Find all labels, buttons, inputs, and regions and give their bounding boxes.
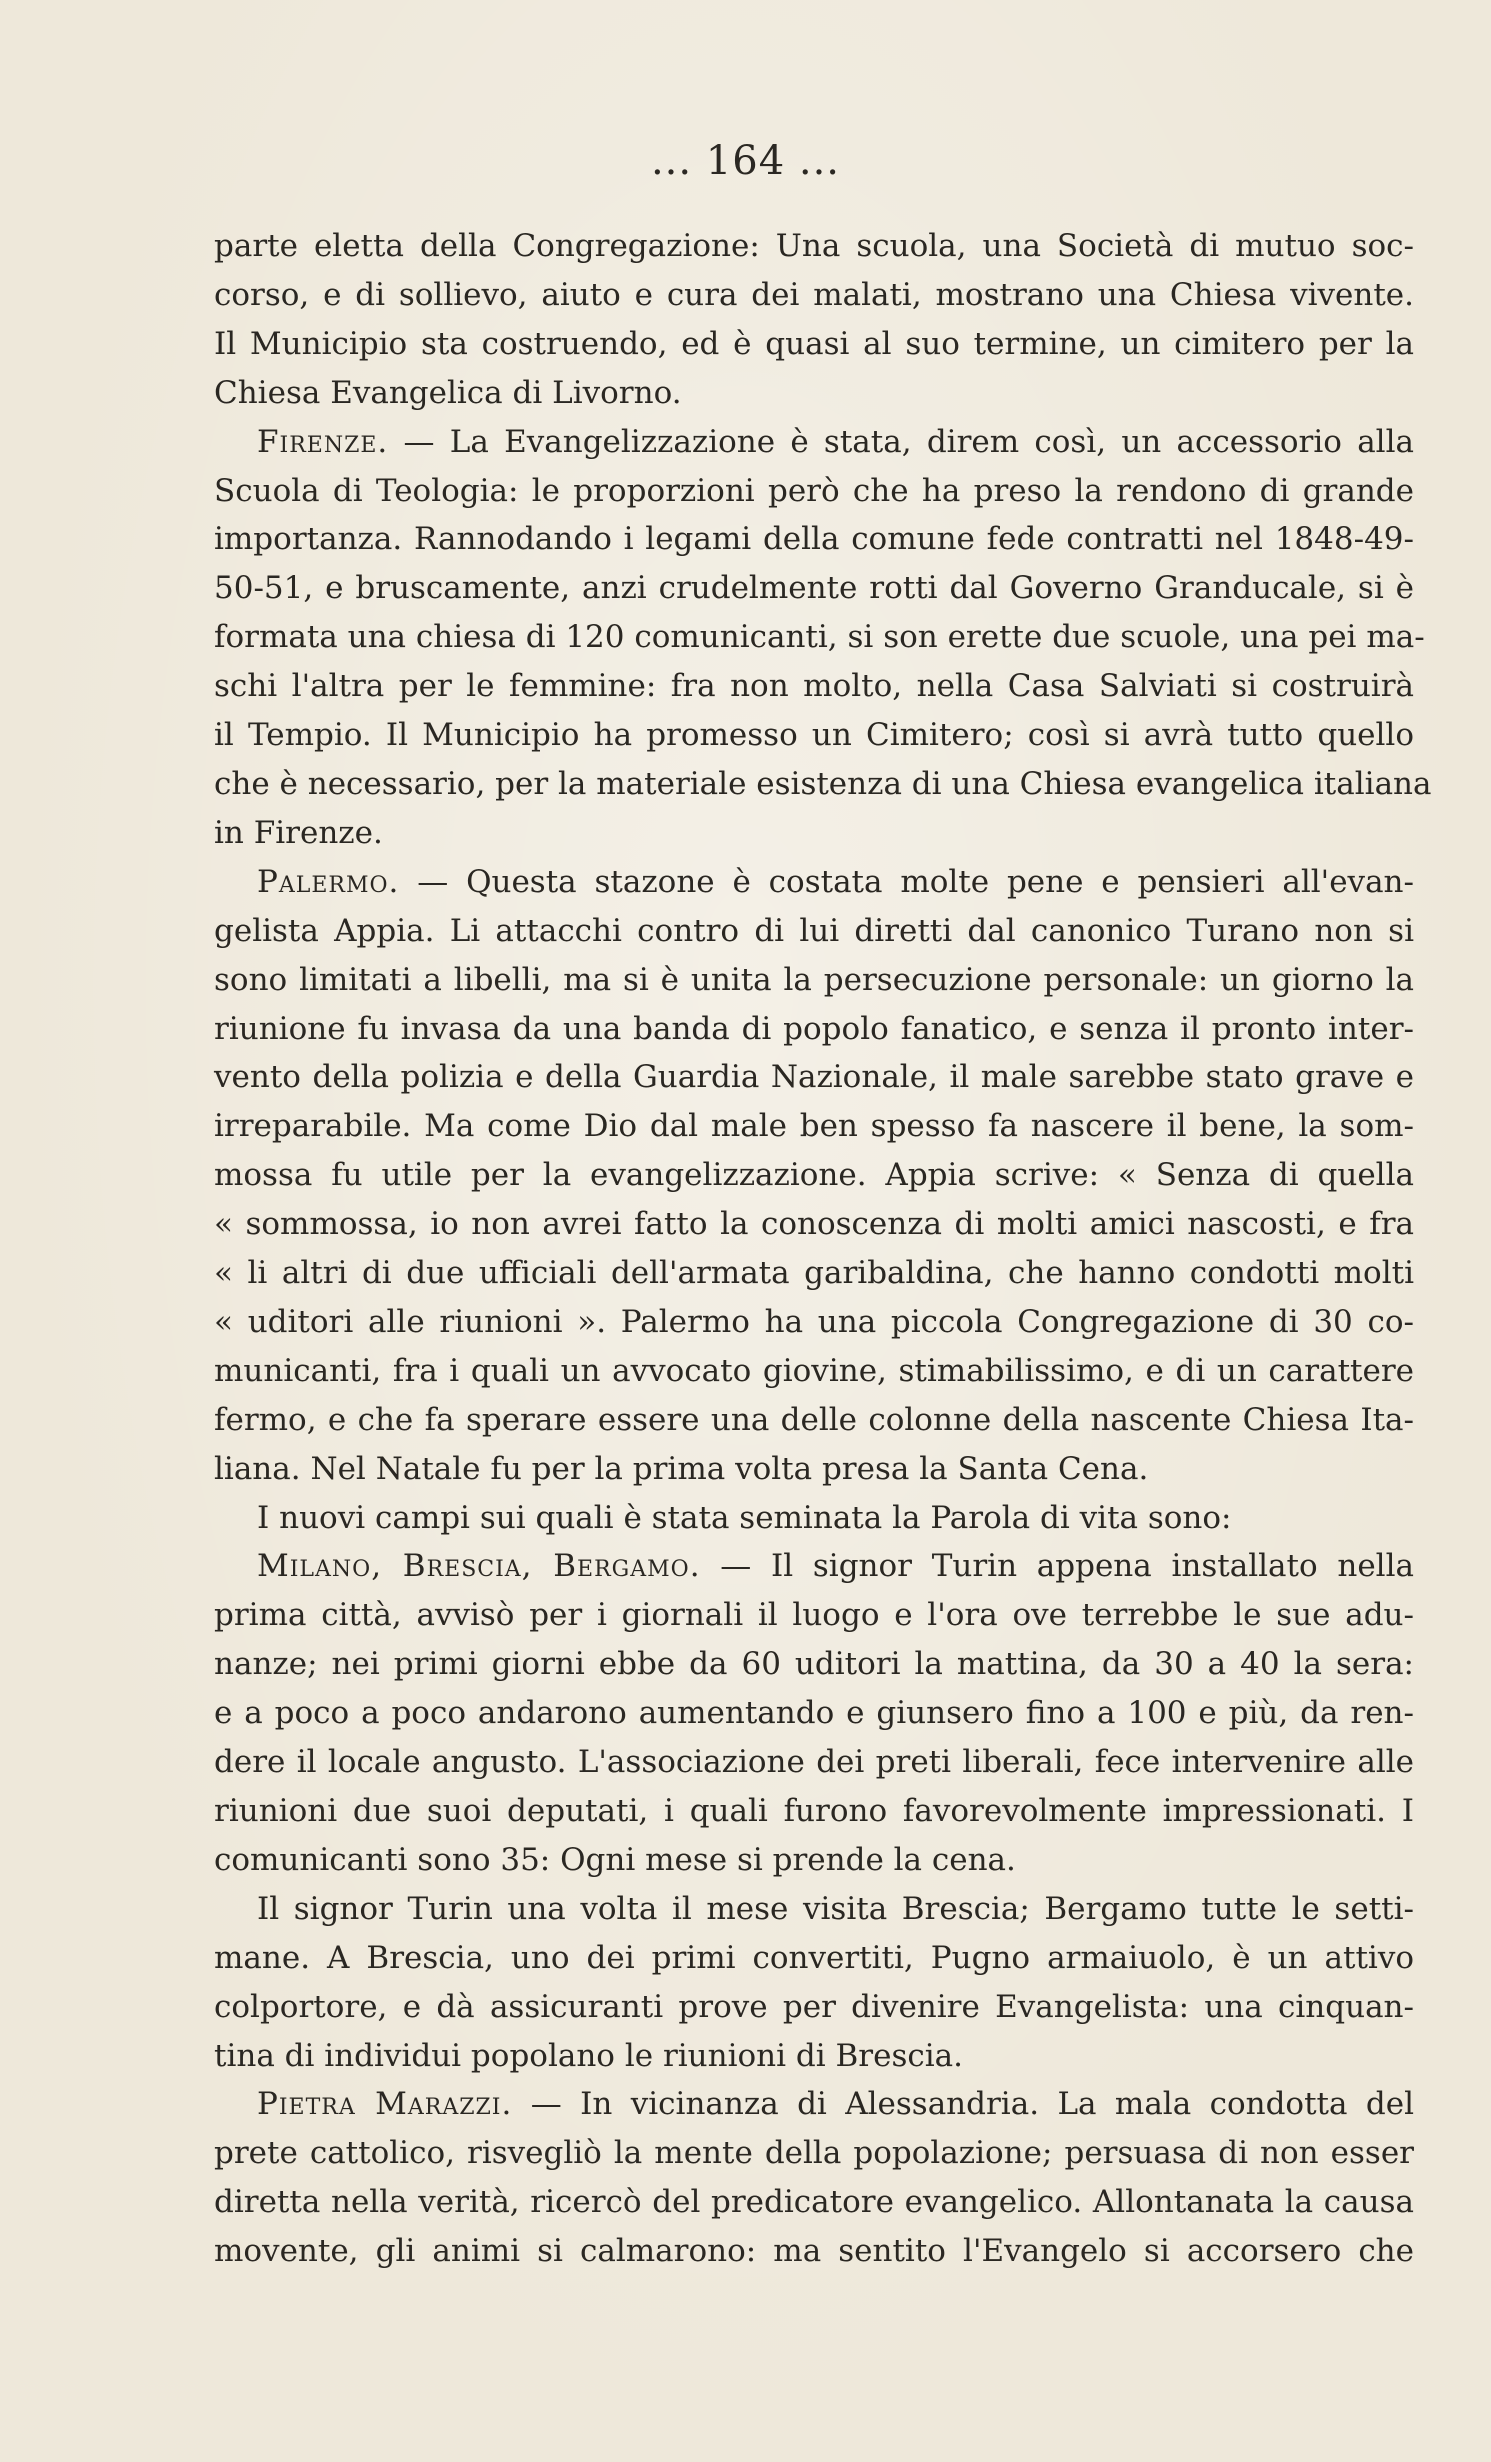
body-text <box>214 222 1432 2276</box>
line-text: « uditori alle riunioni ». Palermo ha una piccola Congregazione di 30 co- <box>214 1303 1414 1340</box>
line-text: parte eletta della Congregazione: Una scuola, una Società di mutuo soc- <box>214 228 1414 264</box>
line-text: Scuola di Teologia: le proporzioni però che ha preso la rendono di grande <box>214 472 1414 509</box>
text-line <box>214 1005 1414 1054</box>
line-text: nanze; nei primi giorni ebbe da 60 uditori la mattina, da 30 a 40 la sera: <box>214 1646 1414 1683</box>
text-line <box>214 1200 1414 1249</box>
text-line <box>214 2178 1414 2227</box>
section-heading: Firenze. <box>257 423 389 460</box>
text-line <box>214 2227 1414 2276</box>
text-line <box>214 515 1414 564</box>
text-line <box>214 1249 1414 1298</box>
text-line <box>214 1836 1414 1885</box>
text-line <box>214 418 1414 467</box>
line-text: riunioni due suoi deputati, i quali furono favorevolmente impressionati. I <box>214 1793 1414 1829</box>
section-heading: Palermo. <box>257 863 400 900</box>
text-line <box>214 1347 1414 1396</box>
line-text: — Il signor Turin appena installato nella <box>700 1548 1414 1585</box>
page-number: ... 164 ... <box>650 138 841 184</box>
line-text: tina di individui popolano le riunioni di Brescia. <box>214 2037 963 2074</box>
text-line <box>214 320 1414 369</box>
text-line <box>214 1885 1414 1934</box>
text-line <box>214 222 1414 271</box>
text-line <box>214 1591 1414 1640</box>
text-line <box>214 1396 1414 1445</box>
line-text: il Tempio. Il Municipio ha promesso un Cimitero; così si avrà tutto quello <box>214 717 1414 754</box>
line-text: vento della polizia e della Guardia Nazionale, il male sarebbe stato grave e <box>214 1059 1414 1096</box>
text-line <box>214 760 1432 809</box>
text-line <box>214 907 1414 956</box>
text-line <box>214 1542 1414 1591</box>
line-text: Chiesa Evangelica di Livorno. <box>214 374 682 411</box>
text-line <box>214 271 1414 320</box>
line-text: irreparabile. Ma come Dio dal male ben spesso fa nascere il bene, la som- <box>214 1108 1414 1145</box>
line-text: — La Evangelizzazione è stata, direm così, un accessorio alla <box>388 423 1414 460</box>
text-line <box>214 2032 1414 2081</box>
line-text: Il signor Turin una volta il mese visita Brescia; Bergamo tutte le setti- <box>257 1890 1414 1927</box>
text-line <box>214 613 1425 662</box>
line-text: e a poco a poco andarono aumentando e giunsero fino a 100 e più, da ren- <box>214 1695 1414 1732</box>
text-line <box>214 1787 1414 1836</box>
text-line <box>214 1689 1414 1738</box>
text-line <box>214 1445 1414 1494</box>
line-text: diretta nella verità, ricercò del predicatore evangelico. Allontanata la causa <box>214 2184 1414 2221</box>
text-line <box>214 1934 1414 1983</box>
text-line <box>214 1151 1414 1200</box>
line-text: prima città, avvisò per i giornali il luogo e l'ora ove terrebbe le sue adu- <box>214 1597 1414 1634</box>
line-text: 50-51, e bruscamente, anzi crudelmente rotti dal Governo Granducale, si è <box>214 570 1414 607</box>
line-text: I nuovi campi sui quali è stata seminata la Parola di vita sono: <box>257 1499 1232 1536</box>
section-heading: Milano, Brescia, Bergamo. <box>257 1548 701 1585</box>
text-line <box>214 1738 1414 1787</box>
line-text: « sommossa, io non avrei fatto la conoscenza di molti amici nascosti, e fra <box>214 1206 1414 1243</box>
line-text: fermo, e che fa sperare essere una delle colonne della nascente Chiesa Ita- <box>214 1401 1414 1438</box>
line-text: gelista Appia. Li attacchi contro di lui diretti dal canonico Turano non si <box>214 912 1414 949</box>
text-line <box>214 711 1414 760</box>
line-text: importanza. Rannodando i legami della comune fede contratti nel 1848-49- <box>214 521 1414 558</box>
text-line <box>214 1298 1414 1347</box>
text-line <box>214 1640 1414 1689</box>
text-line <box>214 1494 1414 1543</box>
line-text: mossa fu utile per la evangelizzazione. Appia scrive: « Senza di quella <box>214 1157 1414 1194</box>
line-text: — Questa stazone è costata molte pene e pensieri all'evan- <box>399 863 1414 900</box>
text-line <box>214 2080 1414 2129</box>
line-text: riunione fu invasa da una banda di popolo fanatico, e senza il pronto inter- <box>214 1010 1414 1047</box>
line-text: sono limitati a libelli, ma si è unita la persecuzione personale: un giorno la <box>214 961 1414 998</box>
text-line <box>214 369 1414 418</box>
line-text: corso, e di sollievo, aiuto e cura dei malati, mostrano una Chiesa vivente. <box>214 276 1414 313</box>
line-text: dere il locale angusto. L'associazione dei preti liberali, fece intervenire alle <box>214 1744 1414 1781</box>
text-line <box>214 1102 1414 1151</box>
text-line <box>214 564 1414 613</box>
text-line <box>214 858 1414 907</box>
text-line <box>214 662 1414 711</box>
section-heading: Pietra Marazzi. <box>257 2086 513 2123</box>
line-text: Il Municipio sta costruendo, ed è quasi al suo termine, un cimitero per la <box>214 325 1414 362</box>
line-text: schi l'altra per le femmine: fra non molto, nella Casa Salviati si costruirà <box>214 668 1414 705</box>
line-text: colportore, e dà assicuranti prove per divenire Evangelista: una cinquan- <box>214 1988 1414 2025</box>
line-text: mane. A Brescia, uno dei primi convertiti, Pugno armaiuolo, è un attivo <box>214 1939 1414 1976</box>
text-line <box>214 1983 1414 2032</box>
line-text: municanti, fra i quali un avvocato giovine, stimabilissimo, e di un carattere <box>214 1352 1414 1389</box>
line-text: movente, gli animi si calmarono: ma sentito l'Evangelo si accorsero che <box>214 2233 1414 2270</box>
line-text: formata una chiesa di 120 comunicanti, si son erette due scuole, una pei ma- <box>214 619 1425 656</box>
text-line <box>214 809 1414 858</box>
line-text: comunicanti sono 35: Ogni mese si prende la cena. <box>214 1841 1016 1878</box>
text-line <box>214 2129 1414 2178</box>
text-line <box>214 1053 1414 1102</box>
text-line <box>214 467 1414 516</box>
text-line <box>214 956 1414 1005</box>
line-text: — In vicinanza di Alessandria. La mala condotta del <box>512 2086 1414 2123</box>
line-text: « li altri di due ufficiali dell'armata garibaldina, che hanno condotti molti <box>214 1255 1414 1292</box>
line-text: prete cattolico, risvegliò la mente della popolazione; persuasa di non esser <box>214 2135 1414 2172</box>
line-text: liana. Nel Natale fu per la prima volta presa la Santa Cena. <box>214 1450 1149 1487</box>
line-text: in Firenze. <box>214 814 383 851</box>
line-text: che è necessario, per la materiale esistenza di una Chiesa evangelica italiana <box>214 765 1432 802</box>
